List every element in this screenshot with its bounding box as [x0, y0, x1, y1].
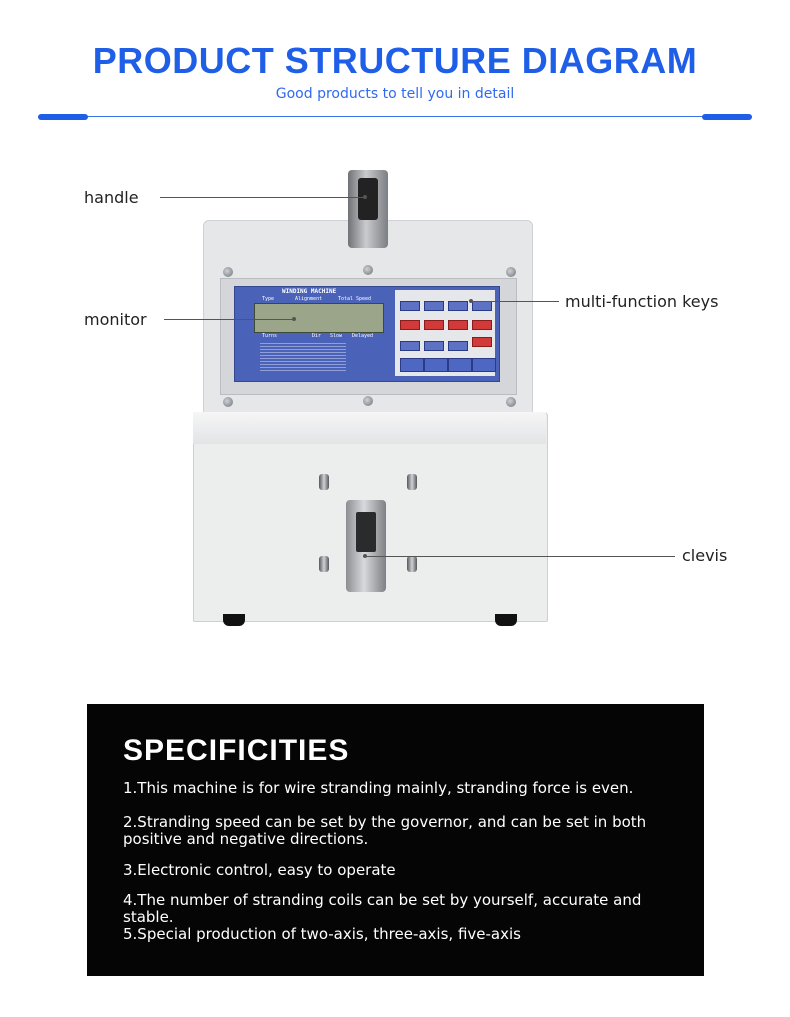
panel-display-label: Type — [262, 296, 275, 302]
screw — [363, 396, 373, 406]
monitor-screen — [254, 303, 384, 333]
panel-status-label: Delayed — [352, 333, 374, 339]
spec-item-5: 5.Special production of two-axis, three-axis, five-axis — [123, 925, 521, 943]
keypad-key[interactable] — [424, 320, 444, 330]
machine-foot — [495, 614, 517, 626]
callout-monitor-dot — [292, 317, 296, 321]
callout-handle-dot — [363, 195, 367, 199]
callout-clevis-line — [365, 556, 675, 557]
keypad-back-key[interactable] — [400, 358, 424, 372]
specificities-title: SPECIFICITIES — [123, 734, 350, 767]
panel-status-label: Turns — [262, 333, 278, 339]
specificities-panel — [87, 704, 704, 976]
page-title: PRODUCT STRUCTURE DIAGRAM — [92, 40, 698, 81]
keypad-key[interactable] — [472, 320, 492, 330]
callout-keys-label: multi-function keys — [565, 292, 719, 311]
page-subtitle: Good products to tell you in detail — [275, 86, 515, 102]
screw — [223, 397, 233, 407]
keypad-clear-key[interactable] — [424, 358, 448, 372]
bolt — [319, 474, 329, 490]
keypad-left-arrow-key[interactable] — [448, 358, 472, 372]
callout-handle-line — [160, 197, 365, 198]
screw — [223, 267, 233, 277]
panel-instructions-text — [260, 341, 346, 371]
panel-display-label: Alignment — [295, 296, 323, 302]
screw — [506, 267, 516, 277]
callout-monitor-label: monitor — [84, 310, 147, 329]
keypad-key[interactable] — [448, 320, 468, 330]
spec-item-2: 2.Stranding speed can be set by the governor, and can be set in both positive and negative directions. — [123, 813, 647, 848]
panel-brand: WINDING MACHINE — [282, 288, 337, 295]
keypad-key[interactable] — [400, 301, 420, 311]
panel-status-label: Slow — [330, 333, 343, 339]
keypad-key[interactable] — [448, 301, 468, 311]
spec-item-1: 1.This machine is for wire stranding mainly, stranding force is even. — [123, 779, 634, 797]
spec-item-3: 3.Electronic control, easy to operate — [123, 861, 396, 879]
machine-clevis-slot — [356, 512, 376, 552]
panel-display-label: Total — [338, 296, 354, 302]
callout-clevis-label: clevis — [682, 546, 728, 565]
callout-keys-line — [471, 301, 559, 302]
spec-item-4: 4.The number of stranding coils can be set by yourself, accurate and stable. — [123, 891, 642, 926]
callout-monitor-line — [164, 319, 294, 320]
keypad-right-arrow-key[interactable] — [472, 358, 496, 372]
keypad-key[interactable] — [424, 301, 444, 311]
screw — [506, 397, 516, 407]
callout-handle-label: handle — [84, 188, 139, 207]
machine-handle-slot — [358, 178, 378, 220]
panel-display-label: Speed — [356, 296, 372, 302]
bolt — [319, 556, 329, 572]
keypad-key[interactable] — [472, 337, 492, 347]
panel-status-label: Dir — [312, 333, 322, 339]
keypad-key[interactable] — [400, 341, 420, 351]
machine-foot — [223, 614, 245, 626]
keypad-key[interactable] — [424, 341, 444, 351]
bolt — [407, 474, 417, 490]
keypad-key[interactable] — [472, 301, 492, 311]
callout-clevis-dot — [363, 554, 367, 558]
callout-keys-dot — [469, 299, 473, 303]
machine-lower-housing-top — [193, 412, 546, 444]
screw — [363, 265, 373, 275]
bolt — [407, 556, 417, 572]
keypad-key[interactable] — [448, 341, 468, 351]
keypad-key[interactable] — [400, 320, 420, 330]
